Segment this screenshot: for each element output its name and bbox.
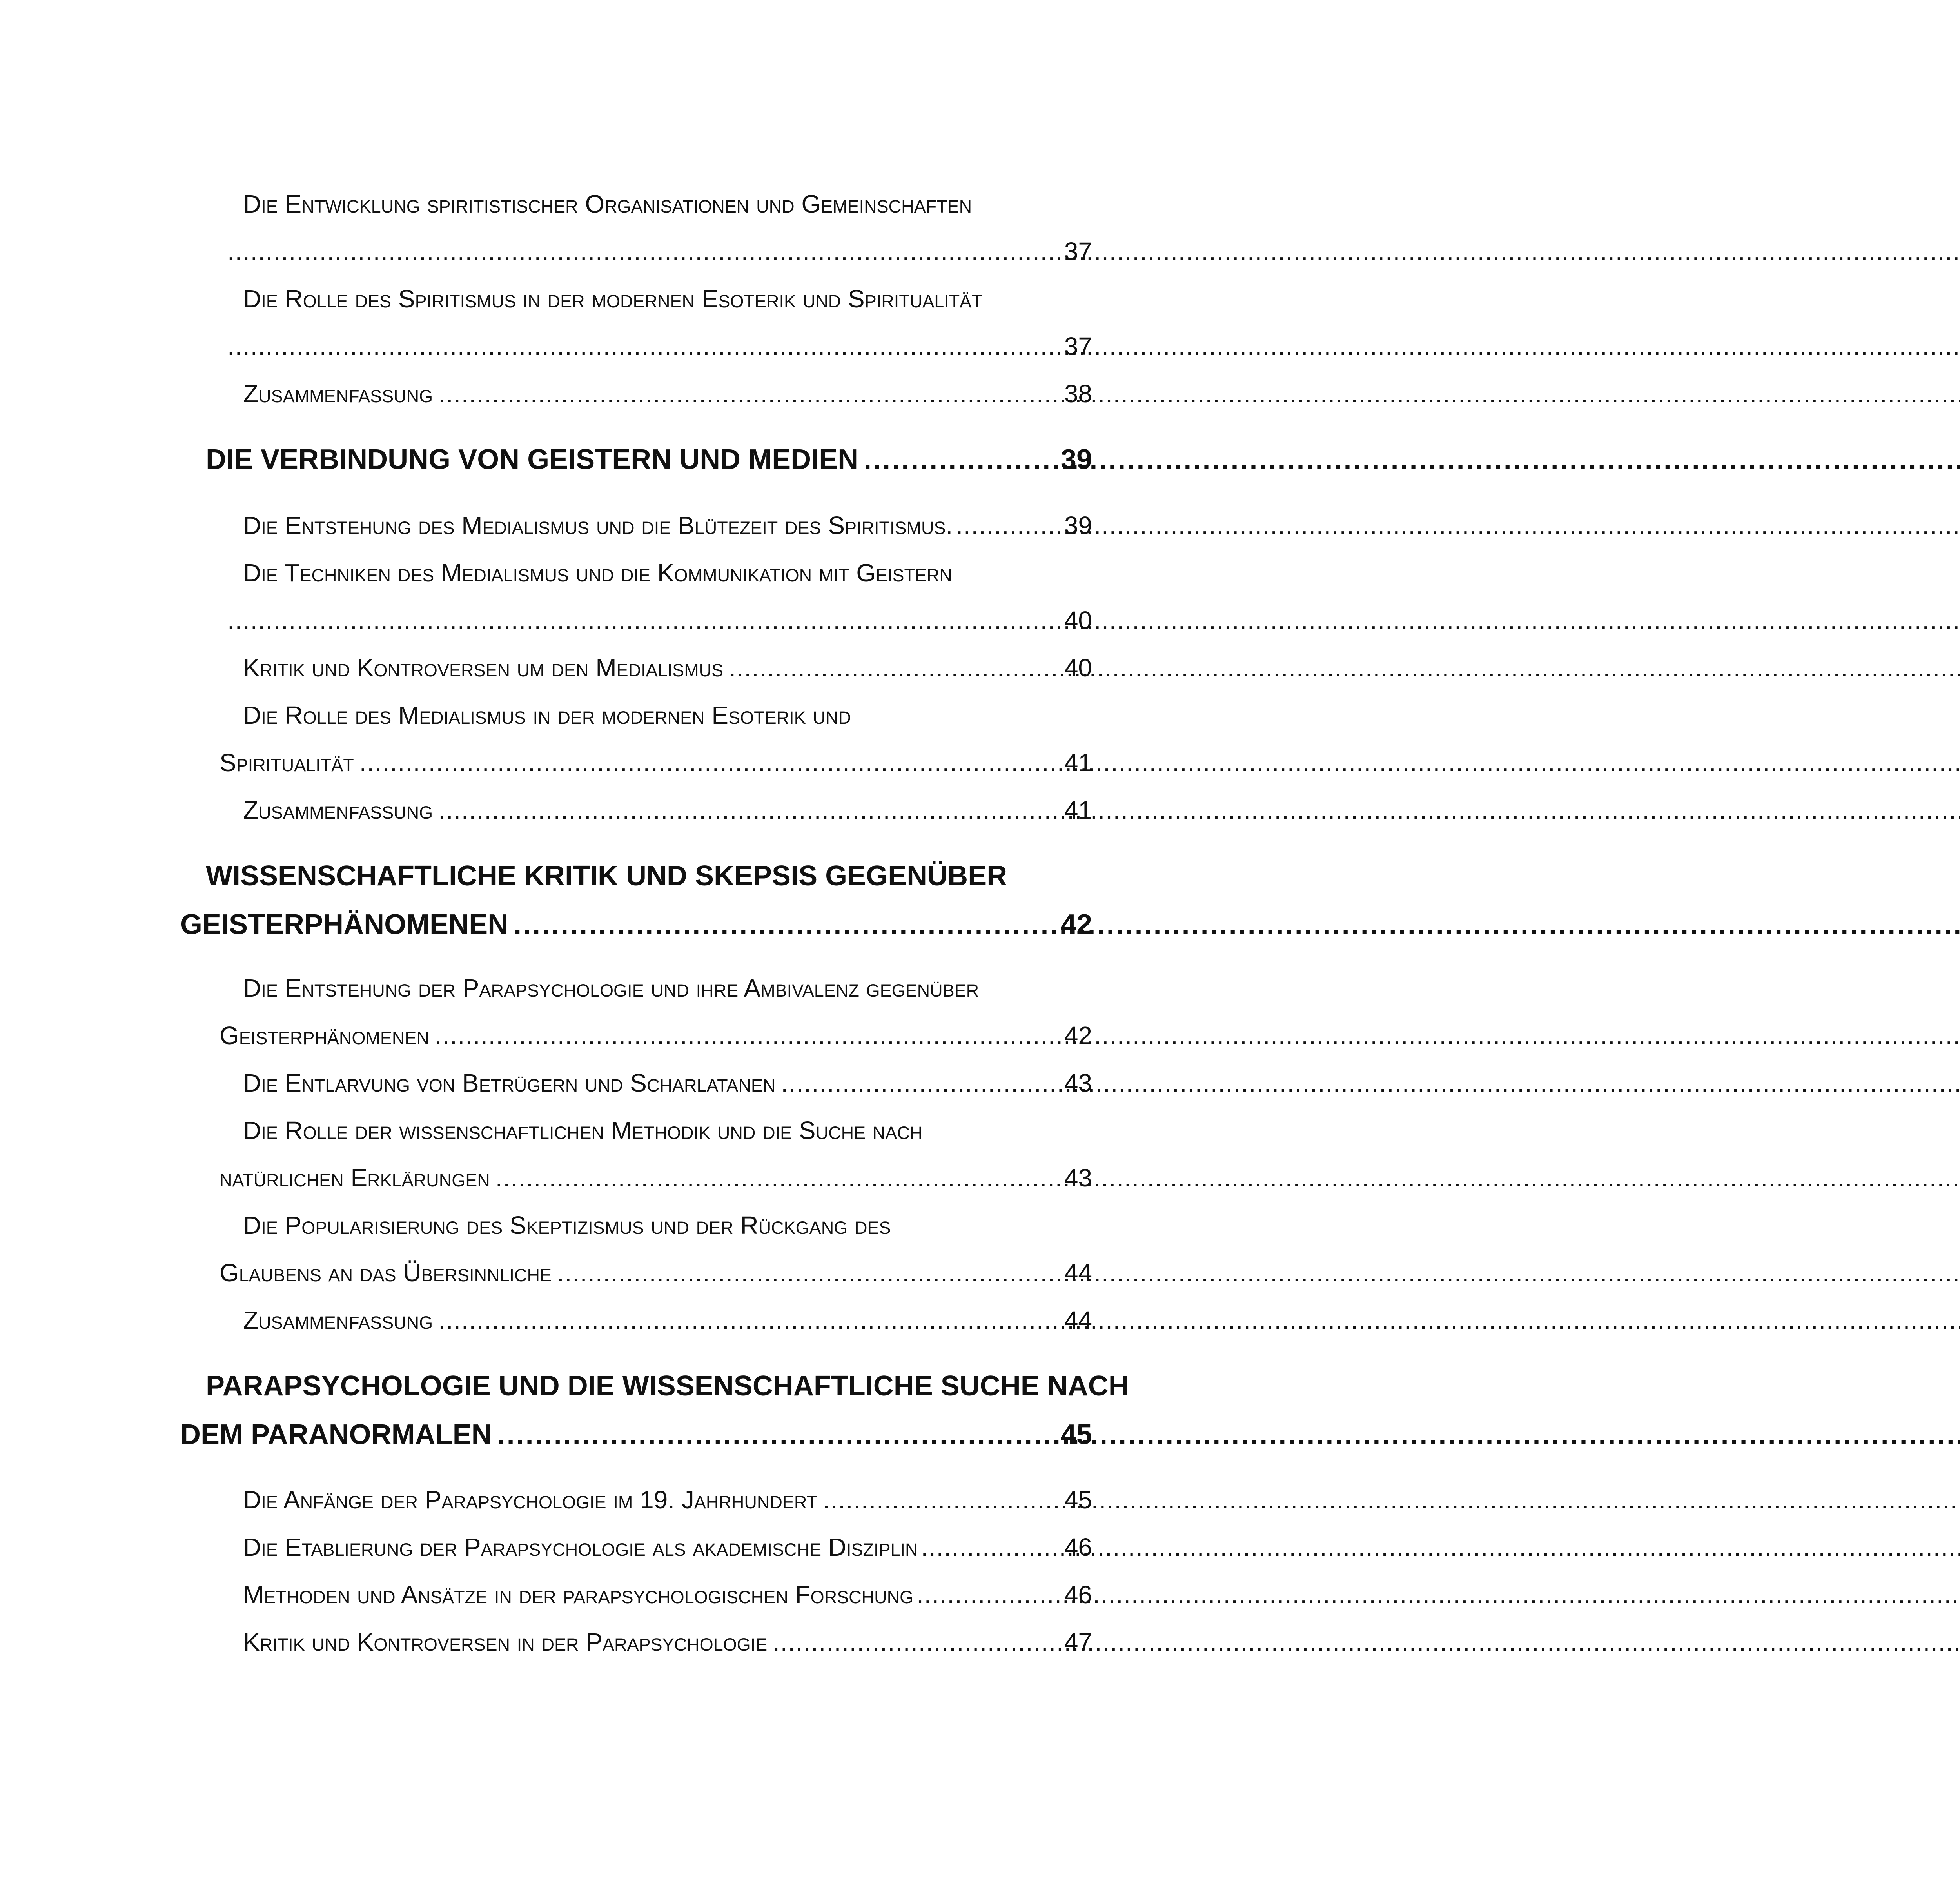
- toc-chapter-title: DIE VERBINDUNG VON GEISTERN UND MEDIEN: [206, 444, 858, 475]
- toc-entry-title: Die Entlarvung von Betrügern und Scharlatanen: [243, 1069, 776, 1097]
- dot-leader: [864, 435, 1055, 484]
- toc-entry-title-continued: Glaubens an das Übersinnliche: [220, 1259, 552, 1287]
- dot-leader: [823, 1476, 1059, 1524]
- toc-chapter-title-continued: DEM PARANORMALEN: [180, 1419, 492, 1450]
- toc-entry-title: Die Techniken des Medialismus und die Kommunikation mit Geistern: [243, 559, 953, 587]
- toc-chapter-title-continued: GEISTERPHÄNOMENEN: [180, 909, 508, 940]
- toc-page-number: 39: [1060, 444, 1092, 475]
- dot-leader: [359, 739, 1059, 787]
- toc-entry[interactable]: [180, 1619, 1092, 1666]
- toc-entry[interactable]: [180, 644, 1092, 692]
- toc-page-number: 46: [1064, 1533, 1092, 1561]
- toc-entry-title: Kritik und Kontroversen in der Parapsychologie: [243, 1628, 768, 1656]
- toc-entry-title: Die Rolle der wissenschaftlichen Methodik und die Suche nach: [243, 1116, 923, 1144]
- dot-leader: [227, 597, 1059, 644]
- dot-leader: [438, 787, 1059, 834]
- toc-entry[interactable]: [180, 1297, 1092, 1344]
- toc-chapter-title: PARAPSYCHOLOGIE UND DIE WISSENSCHAFTLICHE SUCHE NACH: [206, 1370, 1129, 1402]
- toc-entry-title-continued: Geisterphänomenen: [220, 1021, 429, 1050]
- toc-chapter-title: WISSENSCHAFTLICHE KRITIK UND SKEPSIS GEGENÜBER: [206, 860, 1007, 892]
- toc-entry[interactable]: [180, 370, 1092, 418]
- toc-entry-title: Die Rolle des Spiritismus in der modernen Esoterik und Spiritualität: [243, 285, 982, 313]
- toc-page-number: 37: [1064, 237, 1092, 265]
- toc-page-number: 37: [1064, 332, 1092, 360]
- dot-leader: [495, 1154, 1059, 1202]
- toc-page-number: 44: [1064, 1259, 1092, 1287]
- toc-page-number: 41: [1064, 796, 1092, 824]
- toc-page-number: 45: [1064, 1486, 1092, 1514]
- toc-entry[interactable]: [180, 1059, 1092, 1107]
- toc-entry-title: Methoden und Ansätze in der parapsychologischen Forschung: [243, 1580, 914, 1609]
- toc-page-number: 40: [1064, 606, 1092, 634]
- toc-chapter-entry[interactable]: [180, 852, 1092, 949]
- toc-entry-title: Zusammenfassung: [243, 380, 433, 408]
- toc-entry[interactable]: [180, 692, 1092, 787]
- dot-leader: [438, 1297, 1059, 1344]
- toc-entry-title: Die Etablierung der Parapsychologie als akademische Disziplin: [243, 1533, 918, 1561]
- toc-entry[interactable]: [180, 549, 1092, 644]
- toc-page-number: 40: [1064, 654, 1092, 682]
- dot-leader: [497, 1410, 1055, 1459]
- toc-entry[interactable]: [180, 1571, 1092, 1619]
- dot-leader: [227, 323, 1059, 370]
- toc-entry-title: Die Rolle des Medialismus in der modernen Esoterik und: [243, 701, 851, 729]
- dot-leader: [557, 1249, 1059, 1297]
- toc-entry-title: Die Entwicklung spiritistischer Organisationen und Gemeinschaften: [243, 190, 972, 218]
- dot-leader: [227, 228, 1059, 275]
- toc-entry-title-continued: natürlichen Erklärungen: [220, 1164, 490, 1192]
- toc-entry[interactable]: [180, 1524, 1092, 1571]
- dot-leader: [514, 900, 1055, 949]
- toc-entry[interactable]: [180, 180, 1092, 275]
- toc-entry-title: Zusammenfassung: [243, 796, 433, 824]
- toc-entry[interactable]: [180, 965, 1092, 1059]
- dot-leader: [729, 644, 1059, 692]
- toc-page-number: 43: [1064, 1164, 1092, 1192]
- toc-entry[interactable]: [180, 1107, 1092, 1202]
- toc-entry-title: Die Popularisierung des Skeptizismus und der Rückgang des: [243, 1211, 891, 1239]
- toc-entry[interactable]: [180, 275, 1092, 370]
- toc-page-number: 41: [1064, 748, 1092, 777]
- toc-chapter-entry[interactable]: [180, 435, 1092, 484]
- toc-entry[interactable]: [180, 1202, 1092, 1297]
- dot-leader: [435, 1012, 1059, 1059]
- dot-leader: [921, 1524, 1061, 1571]
- toc-page-number: 46: [1064, 1580, 1092, 1609]
- toc-entry[interactable]: [180, 787, 1092, 834]
- toc-entry-title-continued: Spiritualität: [220, 748, 354, 777]
- toc-page-number: 45: [1060, 1419, 1092, 1450]
- toc-page-number: 44: [1064, 1306, 1092, 1334]
- toc-page-number: 47: [1064, 1628, 1092, 1656]
- toc-page-number: 39: [1064, 511, 1092, 540]
- toc-entry-title: Zusammenfassung: [243, 1306, 433, 1334]
- toc-entry-title: Die Entstehung der Parapsychologie und ihre Ambivalenz gegenüber: [243, 974, 979, 1002]
- toc-entry-title: Kritik und Kontroversen um den Medialismus: [243, 654, 724, 682]
- toc-entry-title: Die Entstehung des Medialismus und die Blütezeit des Spiritismus.: [243, 511, 953, 540]
- toc-entry[interactable]: [180, 1476, 1092, 1524]
- toc-page-number: 38: [1064, 380, 1092, 408]
- toc-page-number: 42: [1064, 1021, 1092, 1050]
- toc-entry-title: Die Anfänge der Parapsychologie im 19. Jahrhundert: [243, 1486, 818, 1514]
- dot-leader: [956, 502, 1061, 549]
- dot-leader: [916, 1571, 1061, 1619]
- dot-leader: [438, 370, 1059, 418]
- dot-leader: [773, 1619, 1059, 1666]
- toc-chapter-entry[interactable]: [180, 1362, 1129, 1459]
- toc-page-number: 43: [1064, 1069, 1092, 1097]
- dot-leader: [781, 1059, 1058, 1107]
- toc-entry[interactable]: [180, 502, 1092, 549]
- toc-page-number: 42: [1060, 909, 1092, 940]
